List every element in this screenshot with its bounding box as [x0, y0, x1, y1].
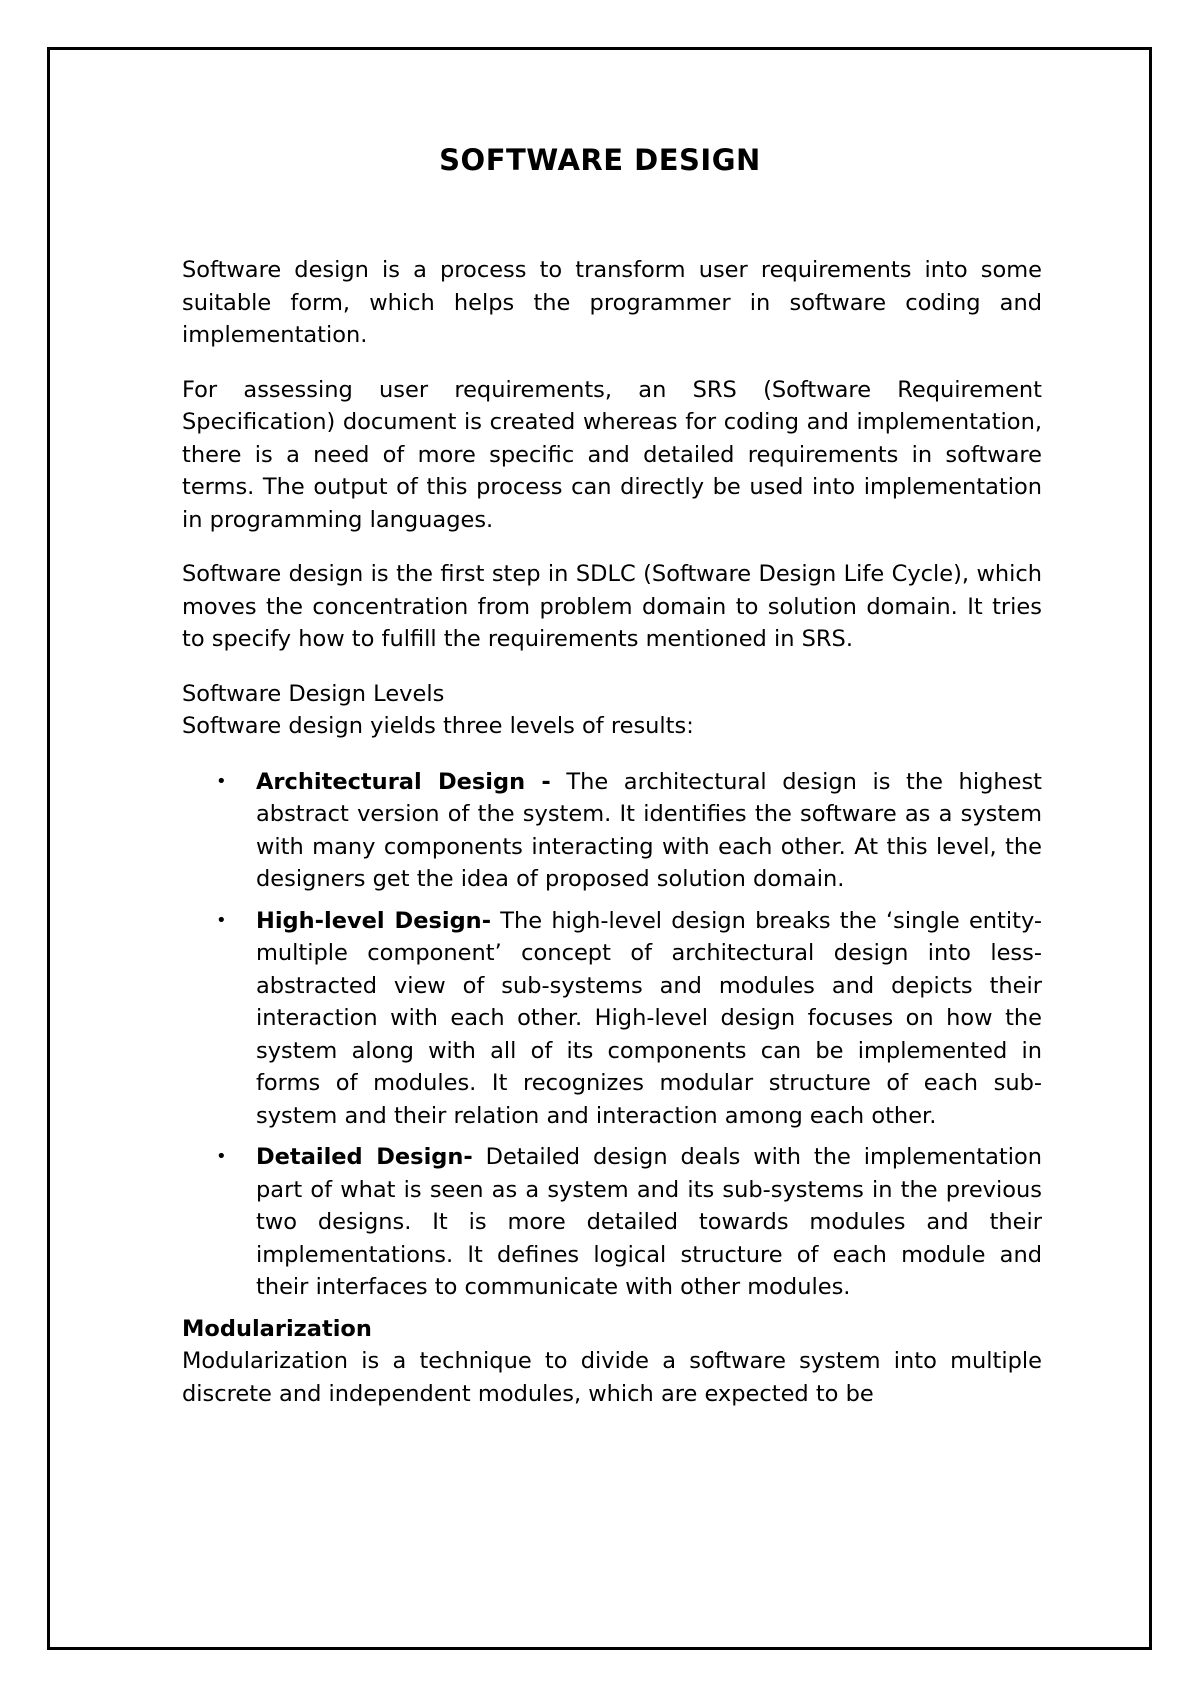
levels-heading: Software Design Levels [182, 680, 445, 707]
modularization-paragraph: Modularization is a technique to divide a software system into multiple discrete and independent modules, which are expected to be [182, 1348, 1042, 1407]
description-architectural-design: The architectural design is the highest abstract version of the system. It identifies the software as a system with many components interacting with each other. At this level, the designers get the idea of proposed solution domain. [256, 768, 1042, 892]
bullet-icon: • [216, 770, 227, 792]
sdlc-paragraph: Software design is the first step in SDLC (Software Design Life Cycle), which moves the concentration from problem domain to solution domain. It tries to specify how to fulfill the requirements mentioned in SRS. [182, 561, 1042, 652]
list-item-detailed-design [216, 1141, 1042, 1304]
description-detailed-design: Detailed design deals with the implementation part of what is seen as a system and its sub-systems in the previous two designs. It is more detailed towards modules and their implementations. It defines logical structure of each module and their interfaces to communicate with other modules. [256, 1144, 1042, 1300]
design-levels-list [182, 766, 1042, 1304]
document-body [182, 254, 1042, 1410]
srs-paragraph: For assessing user requirements, an SRS (Software Requirement Specification) document is created whereas for coding and implementation, there is a need of more specific and detailed requirements in software terms. The output of this process can directly be used into implementation in programming languages. [182, 376, 1042, 533]
modularization-heading: Modularization [182, 1315, 372, 1342]
term-high-level-design: High-level Design- [256, 907, 492, 934]
term-detailed-design: Detailed Design- [256, 1144, 473, 1170]
list-item-high-level-design [216, 905, 1042, 1133]
levels-intro: Software design yields three levels of results: [182, 713, 694, 739]
list-item-architectural-design [216, 766, 1042, 896]
description-high-level-design: The high-level design breaks the ‘single entity-multiple component’ concept of architectural design into less-abstracted view of sub-systems and modules and depicts their interaction with each other. High-level design focuses on how the system along with all of its components can be implemented in forms of modules. It recognizes modular structure of each sub-system and their relation and interaction among each other. [256, 907, 1042, 1129]
bullet-icon: • [216, 909, 227, 931]
bullet-icon: • [216, 1146, 227, 1167]
intro-paragraph: Software design is a process to transform user requirements into some suitable form, which helps the programmer in software coding and implementation. [182, 257, 1042, 348]
page-title: SOFTWARE DESIGN [439, 143, 761, 177]
term-architectural-design: Architectural Design - [256, 768, 551, 795]
